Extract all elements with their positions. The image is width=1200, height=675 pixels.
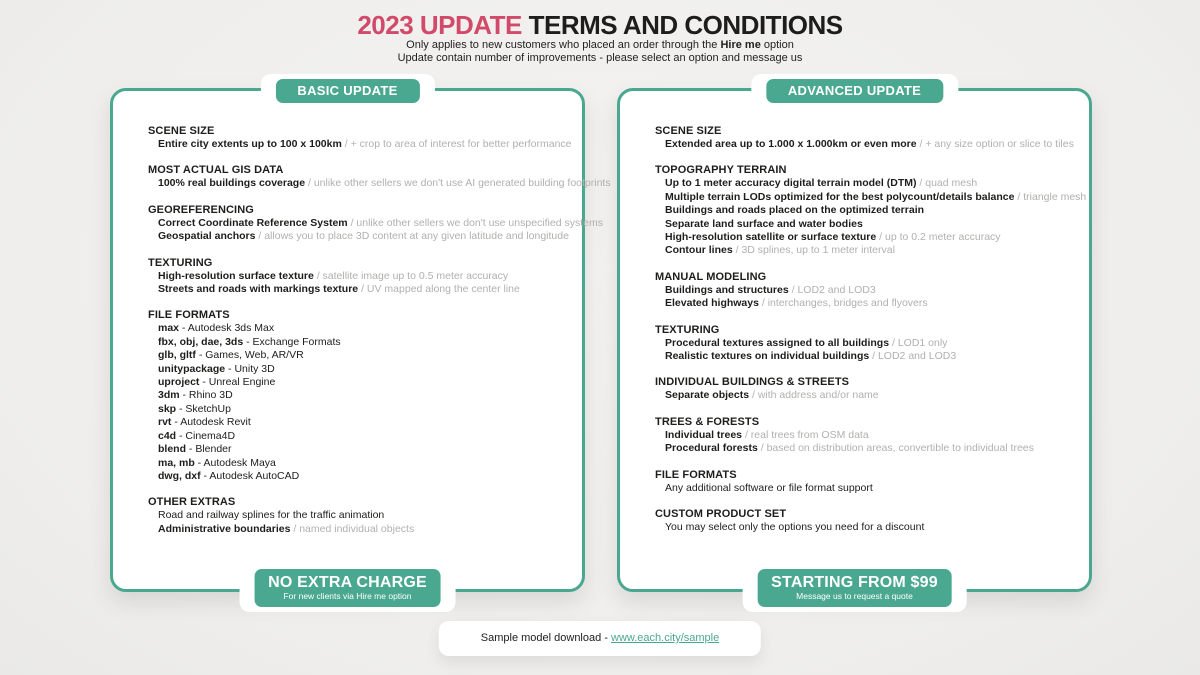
- feature-item: [148, 430, 566, 443]
- feature-item: [655, 337, 1073, 350]
- feature-text: - SketchUp: [176, 402, 231, 415]
- feature-main: Procedural forests: [665, 442, 758, 455]
- feature-note: LOD2 and LOD3: [797, 283, 876, 296]
- feature-main: Administrative boundaries: [158, 522, 291, 535]
- feature-item: [148, 216, 603, 230]
- note-separator: /: [788, 283, 798, 296]
- sample-download-label: Sample model download -: [480, 632, 612, 644]
- feature-text: - Unity 3D: [225, 362, 275, 375]
- feature-text: - Unreal Engine: [199, 376, 276, 389]
- sample-download-pill: [439, 621, 761, 656]
- note-separator: /: [341, 138, 351, 150]
- feature-main: Procedural textures assigned to all buildings: [665, 336, 890, 349]
- feature-item: [655, 429, 1073, 442]
- advanced-price-badge: [757, 569, 952, 607]
- feature-note: quad mesh: [925, 177, 978, 190]
- feature-item: [148, 403, 566, 416]
- section-heading: TREES & FORESTS: [655, 415, 760, 428]
- section-heading: TEXTURING: [655, 323, 720, 336]
- feature-item: [655, 218, 1073, 231]
- advanced-update-content: [620, 91, 1089, 535]
- feature-main: max: [158, 322, 180, 335]
- feature-main: Multiple terrain LODs optimized for the best polycount/details balance: [665, 190, 1015, 203]
- note-separator: /: [255, 230, 265, 243]
- feature-section: [148, 309, 566, 483]
- feature-item: [148, 363, 566, 376]
- feature-main: unitypackage: [158, 362, 226, 375]
- feature-main: Elevated highways: [665, 297, 759, 310]
- feature-note: satellite image up to 0.5 meter accuracy: [322, 269, 509, 282]
- note-separator: /: [347, 216, 357, 229]
- feature-text: - Cinema4D: [176, 429, 236, 442]
- feature-main: Entire city extents up to 100 x 100km: [158, 138, 342, 150]
- section-heading: GEOREFERENCING: [148, 203, 254, 216]
- feature-text: - Autodesk Revit: [171, 416, 251, 429]
- note-separator: /: [889, 336, 898, 349]
- feature-section: [148, 164, 611, 190]
- feature-main: dwg, dxf: [158, 469, 201, 482]
- feature-main: 3dm: [158, 389, 180, 402]
- section-heading: SCENE SIZE: [148, 125, 215, 137]
- feature-item: [148, 443, 566, 456]
- feature-item: [655, 389, 1073, 402]
- feature-note: with address and/or name: [757, 389, 879, 402]
- feature-section: [148, 257, 566, 297]
- feature-item: [148, 322, 566, 335]
- feature-item: [655, 204, 1073, 217]
- advanced-price-badge-wrap: [742, 564, 967, 612]
- feature-item: [148, 416, 566, 429]
- advanced-price-title: STARTING FROM $99: [771, 574, 938, 592]
- feature-note: allows you to place 3D content at any given latitude and longitude: [264, 230, 569, 243]
- feature-main: c4d: [158, 429, 177, 442]
- feature-section: [655, 508, 1073, 534]
- feature-text: - Autodesk Maya: [194, 456, 276, 469]
- feature-main: Geospatial anchors: [158, 230, 256, 243]
- note-separator: /: [876, 231, 885, 244]
- feature-note: based on distribution areas, convertible to individual trees: [766, 442, 1034, 455]
- feature-item: [655, 442, 1073, 455]
- subtitle-1-pre: Only applies to new customers who placed an order through the: [406, 39, 721, 51]
- subtitle-1-post: option: [760, 39, 794, 51]
- feature-note: unlike other sellers we don't use AI generated building footprints: [313, 177, 611, 190]
- feature-item: [148, 376, 566, 389]
- feature-text: You may select only the options you need for a discount: [665, 521, 925, 534]
- feature-item: [148, 177, 611, 190]
- feature-item: [655, 138, 1073, 151]
- feature-main: blend: [158, 443, 186, 456]
- feature-text: - Autodesk AutoCAD: [200, 469, 300, 482]
- feature-section: [655, 324, 1073, 364]
- feature-section: [655, 416, 1073, 456]
- basic-update-content: [113, 91, 611, 536]
- advanced-update-badge-wrap: [751, 74, 958, 108]
- sample-download-link[interactable]: www.each.city/sample: [611, 632, 720, 644]
- feature-main: ma, mb: [158, 456, 195, 469]
- feature-item: [148, 457, 566, 470]
- feature-note: real trees from OSM data: [750, 428, 869, 441]
- feature-item: [655, 521, 1073, 534]
- note-separator: /: [358, 283, 367, 296]
- feature-item: [148, 283, 566, 296]
- note-separator: /: [732, 244, 742, 257]
- note-separator: /: [749, 389, 758, 402]
- feature-note: up to 0.2 meter accuracy: [884, 231, 1001, 244]
- feature-main: uproject: [158, 376, 200, 389]
- advanced-update-panel: [617, 83, 1092, 602]
- feature-item: [655, 231, 1073, 244]
- hire-me-label: Hire me: [720, 39, 761, 51]
- feature-item: [148, 270, 566, 283]
- page-header: [0, 0, 1200, 65]
- feature-section: [655, 164, 1087, 257]
- feature-item: [148, 523, 566, 536]
- feature-main: glb, gltf: [158, 349, 196, 362]
- feature-note: UV mapped along the center line: [366, 283, 520, 296]
- feature-item: [148, 138, 572, 151]
- feature-main: High-resolution surface texture: [158, 269, 314, 282]
- section-heading: MANUAL MODELING: [655, 270, 767, 283]
- panels-container: [110, 83, 1092, 602]
- feature-item: [655, 244, 1073, 257]
- basic-price-subtitle: For new clients via Hire me option: [283, 591, 412, 602]
- basic-price-badge-wrap: [239, 564, 456, 612]
- note-separator: /: [313, 269, 323, 282]
- feature-item: [655, 284, 1073, 297]
- page-title: [0, 11, 1200, 39]
- feature-main: Streets and roads with markings texture: [158, 283, 359, 296]
- feature-note: + any size option or slice to tiles: [925, 138, 1074, 150]
- feature-main: Up to 1 meter accuracy digital terrain model (DTM): [665, 177, 917, 190]
- feature-note: unlike other sellers we don't use unspecified systems: [356, 216, 603, 229]
- feature-section: [148, 125, 572, 151]
- feature-main: skp: [158, 402, 177, 415]
- note-separator: /: [757, 442, 767, 455]
- note-separator: /: [916, 177, 926, 190]
- feature-note: 3D splines, up to 1 meter interval: [741, 244, 895, 257]
- basic-price-badge: [254, 569, 441, 607]
- basic-update-badge: BASIC UPDATE: [275, 79, 419, 103]
- feature-main: Correct Coordinate Reference System: [158, 216, 348, 229]
- feature-text: - Rhino 3D: [179, 389, 233, 402]
- feature-note: named individual objects: [299, 522, 415, 535]
- feature-text: Any additional software or file format support: [665, 481, 873, 494]
- note-separator: /: [869, 350, 878, 363]
- feature-text: - Blender: [186, 443, 232, 456]
- feature-text: - Autodesk 3ds Max: [179, 322, 275, 335]
- feature-main: Separate land surface and water bodies: [665, 217, 863, 230]
- feature-main: Individual trees: [665, 428, 743, 441]
- basic-update-panel: [110, 83, 611, 602]
- feature-main: Buildings and structures: [665, 283, 789, 296]
- subtitle-line-1: [0, 39, 1200, 52]
- feature-main: Realistic textures on individual buildings: [665, 350, 870, 363]
- feature-item: [148, 389, 566, 402]
- feature-item: [655, 297, 1073, 310]
- feature-section: [655, 376, 1073, 402]
- feature-item: [655, 177, 1073, 190]
- note-separator: /: [758, 297, 768, 310]
- feature-note: triangle mesh: [1023, 190, 1087, 203]
- basic-price-title: NO EXTRA CHARGE: [268, 574, 427, 592]
- feature-main: rvt: [158, 416, 172, 429]
- advanced-price-subtitle: Message us to request a quote: [796, 591, 913, 602]
- section-heading: TEXTURING: [148, 256, 213, 269]
- feature-note: + crop to area of interest for better performance: [350, 138, 572, 150]
- section-heading: MOST ACTUAL GIS DATA: [148, 164, 284, 177]
- feature-section: [655, 125, 1073, 151]
- feature-section: [148, 203, 603, 244]
- note-separator: /: [916, 138, 926, 150]
- subtitle-line-2: Update contain number of improvements - please select an option and message us: [397, 52, 803, 64]
- feature-main: High-resolution satellite or surface texture: [665, 231, 877, 244]
- feature-item: [148, 509, 566, 522]
- feature-section: [655, 469, 1073, 495]
- section-heading: TOPOGRAPHY TERRAIN: [655, 164, 787, 177]
- feature-text: Road and railway splines for the traffic animation: [158, 509, 385, 522]
- feature-section: [148, 496, 566, 536]
- feature-item: [148, 230, 569, 243]
- title-accent: 2023 UPDATE: [357, 10, 522, 40]
- basic-update-badge-wrap: [260, 74, 434, 108]
- title-rest: TERMS AND CONDITIONS: [521, 10, 843, 40]
- feature-main: Buildings and roads placed on the optimized terrain: [665, 204, 925, 217]
- feature-note: LOD2 and LOD3: [877, 350, 957, 363]
- feature-item: [655, 190, 1087, 204]
- feature-main: Separate objects: [665, 389, 750, 402]
- feature-main: Contour lines: [665, 244, 733, 257]
- feature-text: - Games, Web, AR/VR: [195, 349, 304, 362]
- note-separator: /: [1014, 190, 1024, 203]
- note-separator: /: [290, 522, 300, 535]
- note-separator: /: [742, 428, 751, 441]
- feature-text: - Exchange Formats: [243, 335, 341, 348]
- section-heading: OTHER EXTRAS: [148, 496, 236, 509]
- advanced-update-badge: ADVANCED UPDATE: [766, 79, 943, 103]
- feature-item: [148, 470, 566, 483]
- feature-note: interchanges, bridges and flyovers: [767, 297, 928, 310]
- feature-note: LOD1 only: [897, 336, 948, 349]
- feature-main: fbx, obj, dae, 3ds: [158, 335, 244, 348]
- feature-item: [655, 350, 1073, 363]
- note-separator: /: [305, 177, 314, 190]
- feature-item: [148, 349, 566, 362]
- section-heading: SCENE SIZE: [655, 125, 722, 137]
- section-heading: INDIVIDUAL BUILDINGS & STREETS: [655, 376, 850, 389]
- section-heading: FILE FORMATS: [655, 468, 737, 481]
- feature-main: Extended area up to 1.000 x 1.000km or even more: [665, 138, 917, 150]
- feature-section: [655, 271, 1073, 311]
- section-heading: FILE FORMATS: [148, 309, 230, 322]
- feature-item: [655, 482, 1073, 495]
- feature-main: 100% real buildings coverage: [158, 177, 306, 190]
- feature-item: [148, 336, 566, 349]
- section-heading: CUSTOM PRODUCT SET: [655, 508, 787, 521]
